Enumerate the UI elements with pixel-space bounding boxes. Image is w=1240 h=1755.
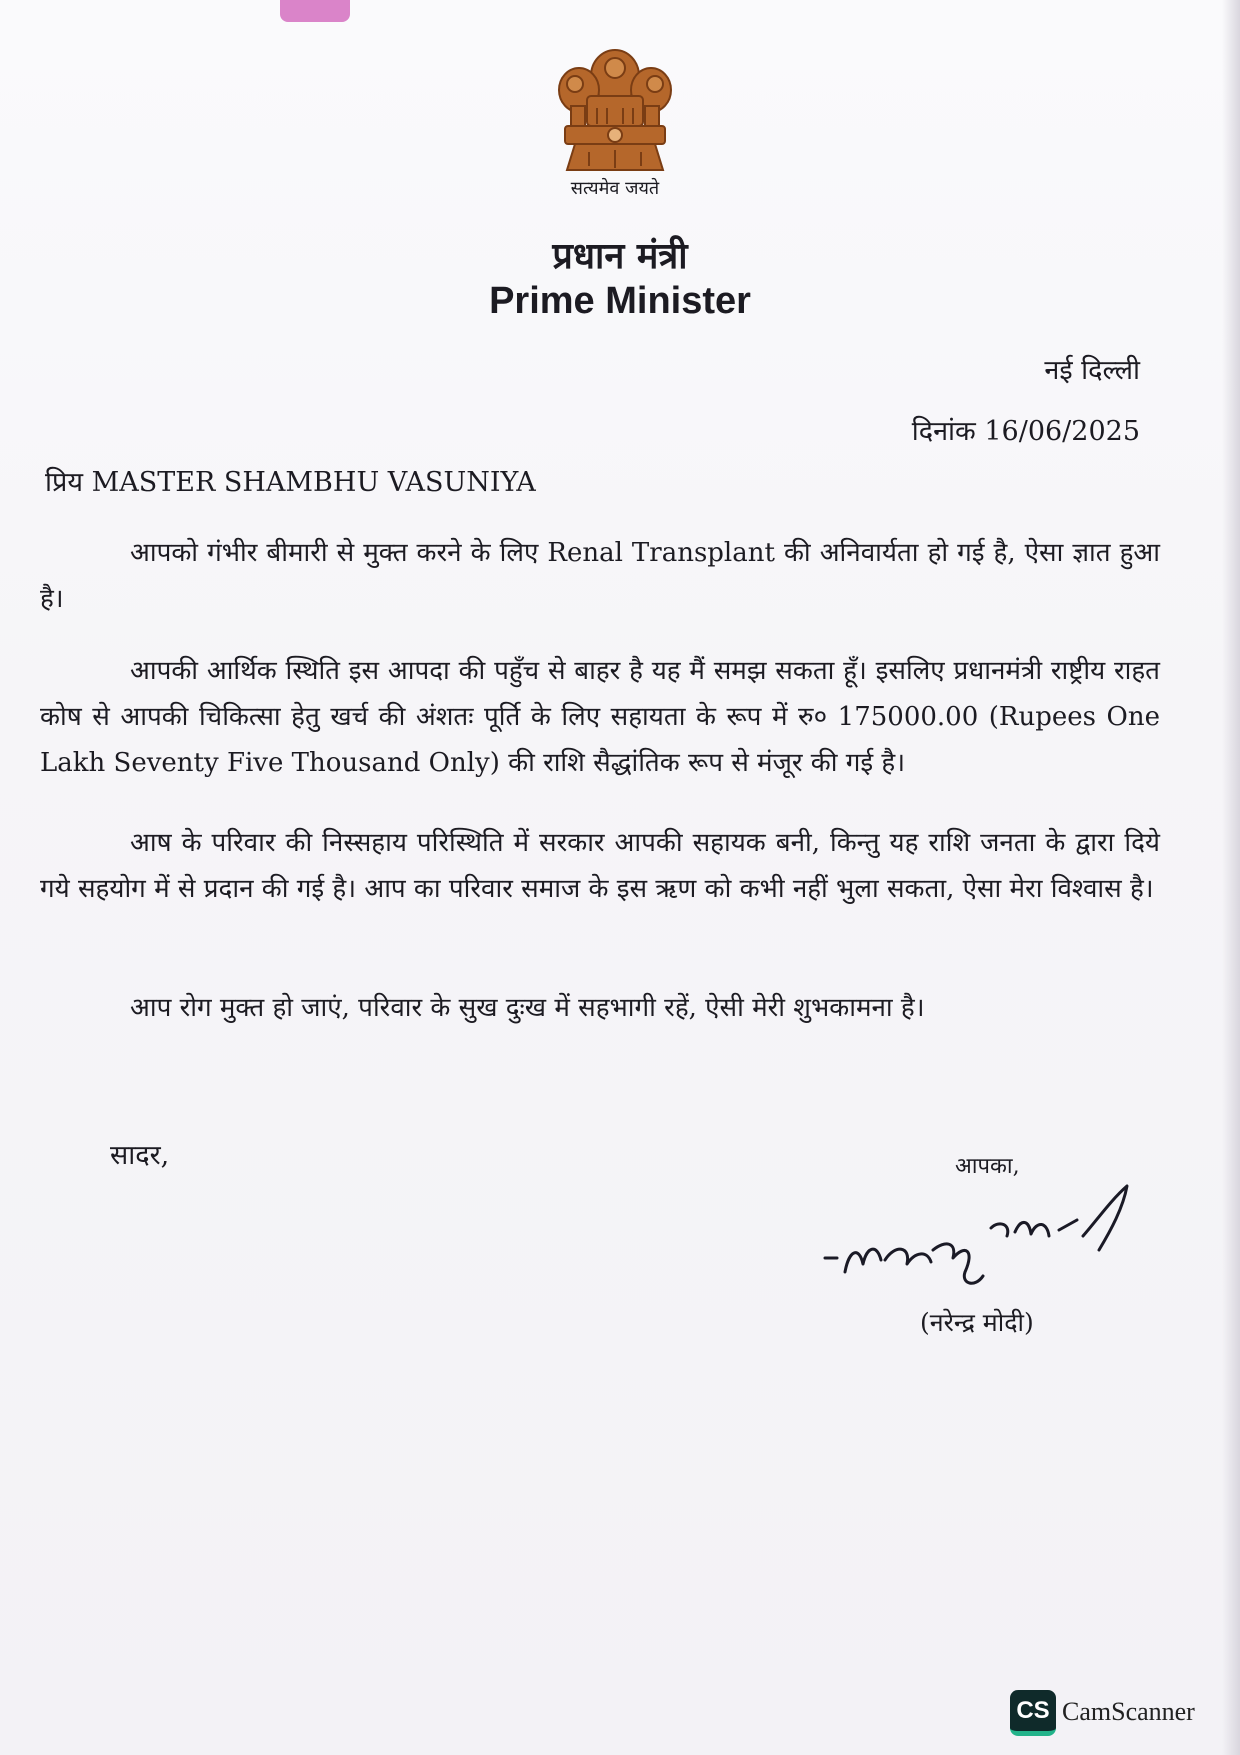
handwritten-signature	[815, 1180, 1145, 1300]
body-paragraph	[40, 648, 1160, 786]
emblem-motto: सत्यमेव जयते	[570, 178, 660, 199]
signatory-name: (नरेन्द्र मोदी)	[920, 1308, 1034, 1337]
paragraph-text: आष के परिवार की निस्सहाय परिस्थिति में सरकार आपकी सहायक बनी, किन्तु यह राशि जनता के द्वारा दिये गये सहयोग में से प्रदान की गई है। आप का परिवार समाज के इस ऋण को कभी नहीं भुला सकता, ऐसा मेरा विश्वास है।	[40, 828, 1160, 904]
body-paragraph	[40, 820, 1160, 912]
paragraph-text: आप रोग मुक्त हो जाएं, परिवार के सुख दुःख में सहभागी रहें, ऐसी मेरी शुभकामना है।	[130, 993, 925, 1023]
national-emblem-icon	[545, 38, 685, 178]
closing-right: आपका,	[955, 1154, 1020, 1179]
date-label: दिनांक	[911, 416, 976, 447]
letterhead-title-hindi: प्रधान मंत्री	[552, 235, 688, 277]
paragraph-text: आपको गंभीर बीमारी से मुक्त करने के लिए Renal Transplant की अनिवार्यता हो गई है, ऐसा ज्ञात हुआ है।	[40, 538, 1160, 614]
camscanner-logo-icon: CS	[1010, 1690, 1056, 1736]
place-line: नई दिल्ली	[1044, 355, 1140, 386]
page-edge-shadow	[1222, 0, 1240, 1755]
date-line	[912, 411, 1140, 448]
camscanner-watermark: CamScanner	[1062, 1697, 1195, 1726]
body-paragraph	[40, 530, 1160, 622]
date-value: 16/06/2025	[984, 416, 1140, 447]
salutation: प्रिय MASTER SHAMBHU VASUNIYA	[45, 467, 536, 498]
paragraph-text: आपकी आर्थिक स्थिति इस आपदा की पहुँच से बाहर है यह मैं समझ सकता हूँ। इसलिए प्रधानमंत्री राष्ट्रीय राहत कोष से आपकी चिकित्सा हेतु खर्च की अंशतः पूर्ति के लिए सहायता के रूप में रु० 175000.00 (Rupees One Lakh Seventy Five Thousand Only) की राशि सैद्धांतिक रूप से मंजूर की गई है।	[40, 656, 1160, 778]
letterhead-title-english: Prime Minister	[489, 280, 751, 322]
body-paragraph	[40, 985, 1160, 1031]
scan-artifact	[280, 0, 350, 22]
closing-left: सादर,	[110, 1140, 170, 1171]
